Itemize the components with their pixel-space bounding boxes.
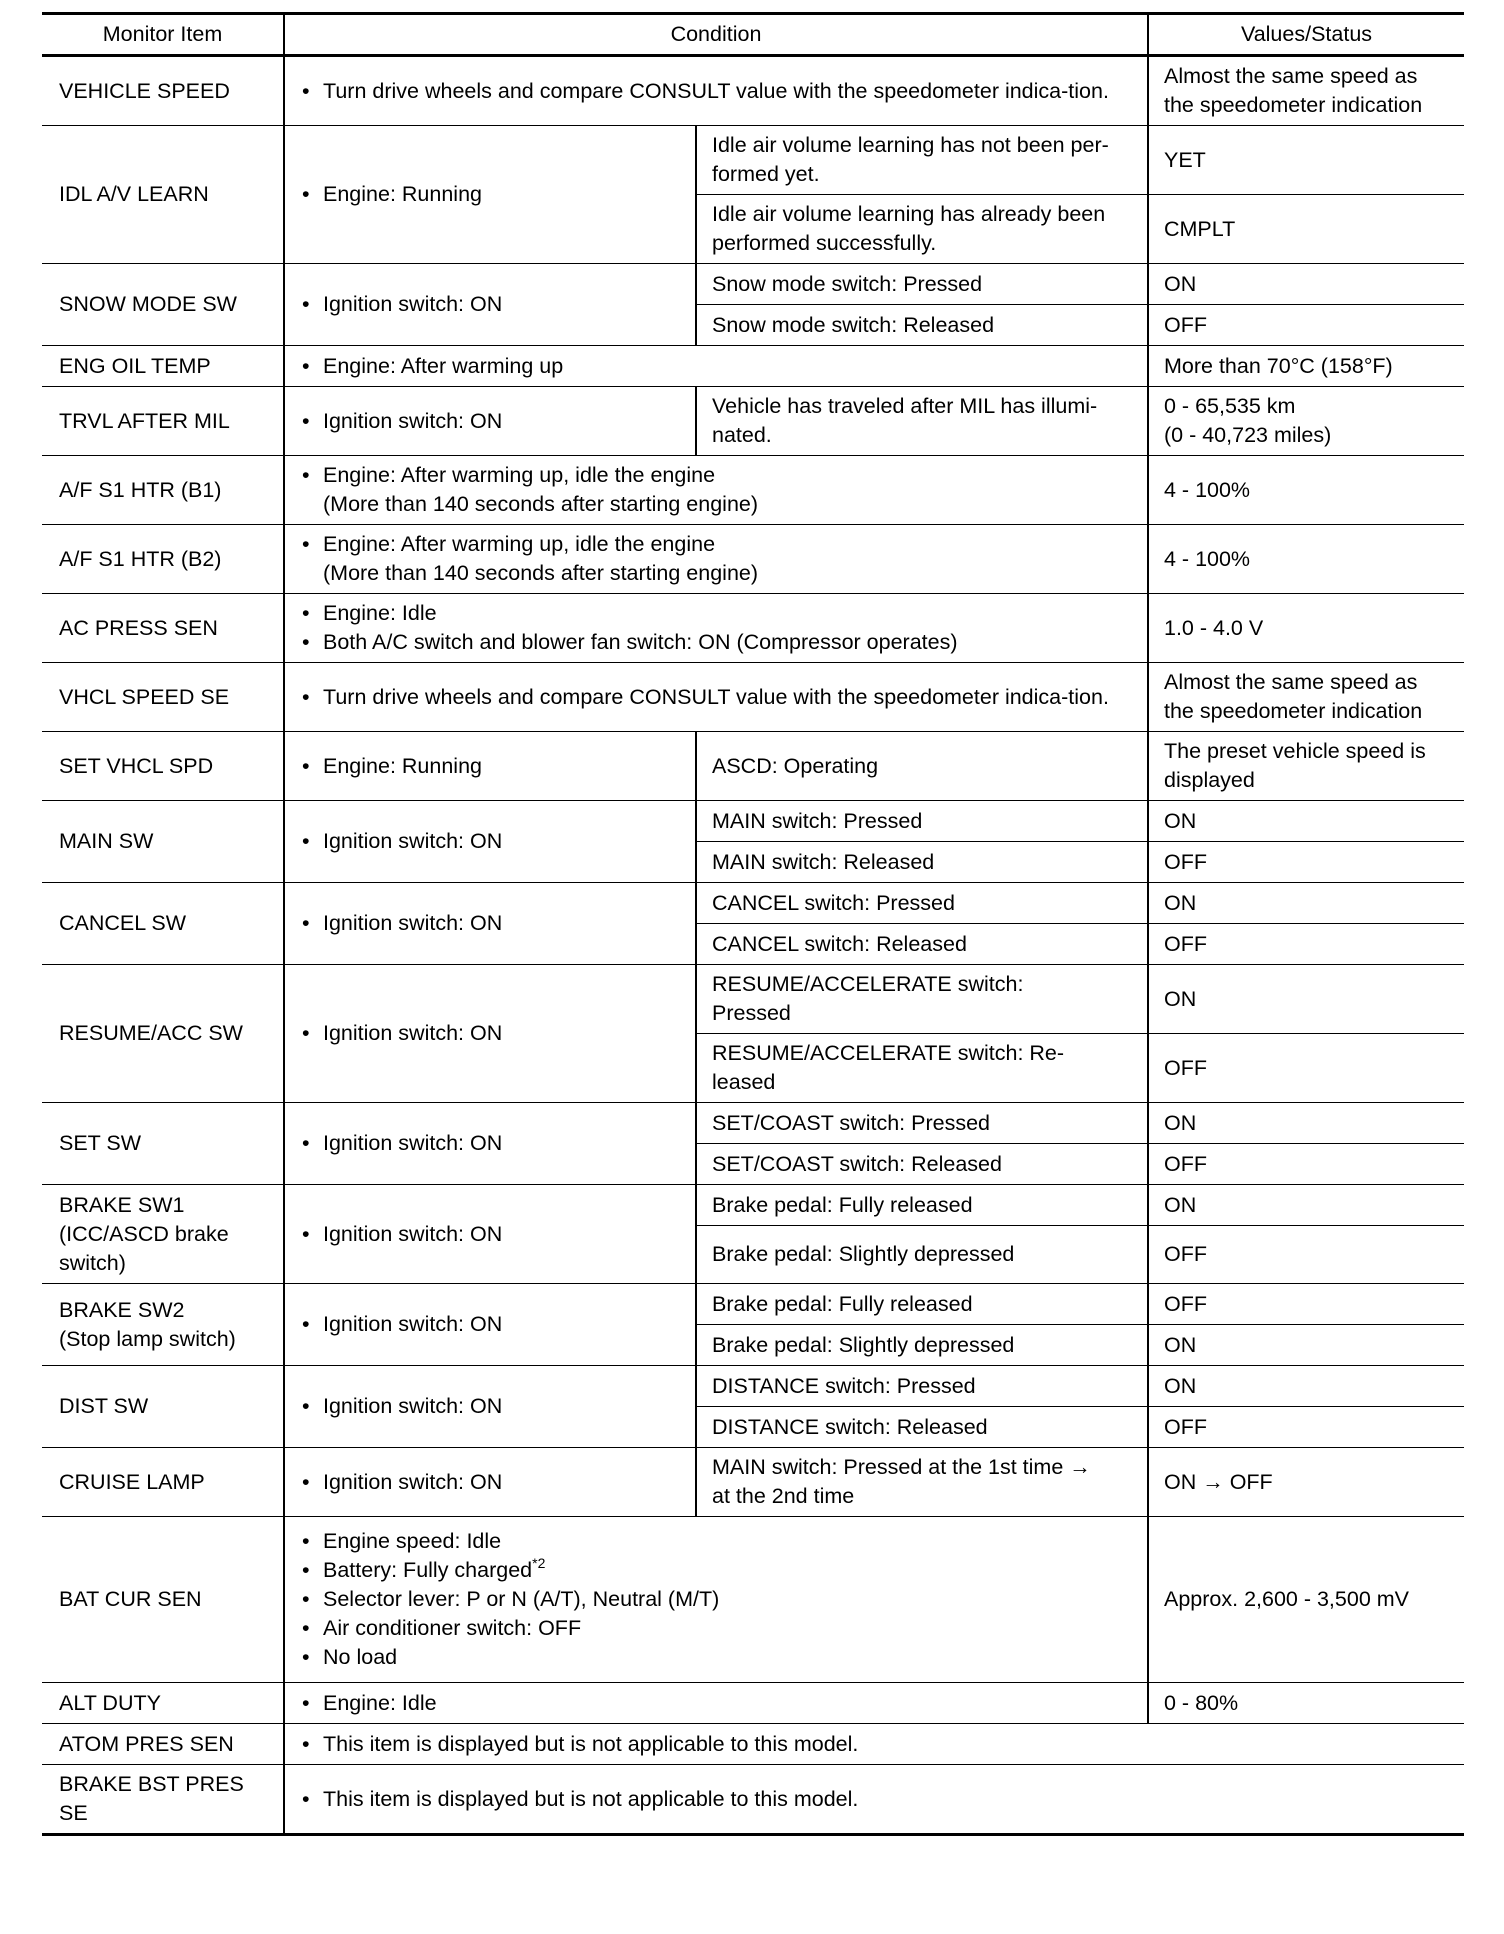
sub-condition: Brake pedal: Fully released: [696, 1185, 1148, 1226]
sub-condition: [696, 1448, 1148, 1517]
table-row: [42, 663, 1464, 732]
sub-condition: CANCEL switch: Pressed: [696, 883, 1148, 924]
condition-cell: [284, 663, 1148, 732]
table-row: [42, 456, 1464, 525]
value-line: the speedometer indication: [1164, 93, 1423, 117]
monitor-item: A/F S1 HTR (B2): [42, 525, 284, 594]
sub-condition-line: Vehicle has traveled after MIL has illumi-: [712, 394, 1098, 418]
condition-cell: [284, 594, 1148, 663]
monitor-item: TRVL AFTER MIL: [42, 387, 284, 456]
value-line: (0 - 40,723 miles): [1164, 423, 1332, 447]
sub-condition-line: RESUME/ACCELERATE switch:: [712, 972, 1024, 996]
sub-condition: SET/COAST switch: Pressed: [696, 1103, 1148, 1144]
condition-bullet: • Both A/C switch and blower fan switch: ON (Compressor operates): [300, 628, 1132, 657]
value-cell: OFF: [1148, 842, 1464, 883]
condition-bullet: • Selector lever: P or N (A/T), Neutral (M/T): [300, 1585, 1132, 1614]
condition-bullet: • Engine speed: Idle: [300, 1527, 1132, 1556]
value-cell: OFF: [1148, 1226, 1464, 1284]
table-row: [42, 1284, 1464, 1325]
monitor-item: MAIN SW: [42, 801, 284, 883]
value-cell: YET: [1148, 126, 1464, 195]
value-cell: OFF: [1148, 1034, 1464, 1103]
sub-condition-line: nated.: [712, 423, 772, 447]
value-cell: ON: [1148, 1103, 1464, 1144]
monitor-item: BAT CUR SEN: [42, 1517, 284, 1683]
monitor-item: [42, 1765, 284, 1835]
condition-cell: [284, 1185, 696, 1284]
table-row: [42, 883, 1464, 924]
value-cell: OFF: [1148, 1284, 1464, 1325]
table-row: [42, 1724, 1464, 1765]
table-row: [42, 732, 1464, 801]
monitor-item: CRUISE LAMP: [42, 1448, 284, 1517]
sub-condition: Brake pedal: Slightly depressed: [696, 1226, 1148, 1284]
value-cell: [1148, 56, 1464, 126]
value-cell: ON: [1148, 1366, 1464, 1407]
condition-cell: [284, 56, 1148, 126]
sub-condition: [696, 1034, 1148, 1103]
condition-bullet: • Engine: Idle: [300, 1689, 1132, 1718]
table-row: [42, 965, 1464, 1034]
value-cell: ON: [1148, 1325, 1464, 1366]
monitor-item-line: BRAKE BST PRES: [59, 1772, 244, 1796]
table-row: [42, 1185, 1464, 1226]
monitor-table-page: [42, 12, 1464, 1836]
condition-bullet: • This item is displayed but is not applicable to this model.: [300, 1785, 1449, 1814]
condition-text: Battery: Fully charged: [323, 1558, 533, 1582]
sub-condition: [696, 126, 1148, 195]
table-row: [42, 1448, 1464, 1517]
condition-line: (More than 140 seconds after starting engine): [323, 561, 759, 585]
table-row: [42, 264, 1464, 305]
value-line: Almost the same speed as: [1164, 670, 1418, 694]
condition-cell: [284, 264, 696, 346]
value-cell: ON: [1148, 801, 1464, 842]
value-cell: ON → OFF: [1148, 1448, 1464, 1517]
condition-line: • Engine: After warming up, idle the engine: [323, 463, 716, 487]
value-cell: OFF: [1148, 924, 1464, 965]
sub-condition: DISTANCE switch: Pressed: [696, 1366, 1148, 1407]
monitor-item: ENG OIL TEMP: [42, 346, 284, 387]
table-row: [42, 1683, 1464, 1724]
monitor-items-table: [42, 12, 1464, 1836]
monitor-item: IDL A/V LEARN: [42, 126, 284, 264]
sub-condition-line: Idle air volume learning has already been: [712, 202, 1106, 226]
condition-bullet: • Ignition switch: ON: [300, 1019, 680, 1048]
value-cell: 4 - 100%: [1148, 525, 1464, 594]
value-line: 0 - 65,535 km: [1164, 394, 1296, 418]
footnote-marker: *2: [532, 1555, 546, 1571]
monitor-item: ALT DUTY: [42, 1683, 284, 1724]
value-cell: ON: [1148, 264, 1464, 305]
value-cell: 0 - 80%: [1148, 1683, 1464, 1724]
monitor-item: [42, 1284, 284, 1366]
condition-bullet: [300, 530, 1132, 588]
condition-bullet: • Ignition switch: ON: [300, 1392, 680, 1421]
sub-condition-line: Idle air volume learning has not been per-: [712, 133, 1109, 157]
value-cell: CMPLT: [1148, 195, 1464, 264]
monitor-item: RESUME/ACC SW: [42, 965, 284, 1103]
condition-cell: [284, 732, 696, 801]
condition-cell: [284, 1724, 1464, 1765]
monitor-item-line: BRAKE SW1: [59, 1192, 185, 1217]
sub-condition: [696, 387, 1148, 456]
monitor-item: SET SW: [42, 1103, 284, 1185]
table-row: [42, 594, 1464, 663]
value-cell: More than 70°C (158°F): [1148, 346, 1464, 387]
header-monitor-item: Monitor Item: [42, 14, 284, 56]
condition-cell: [284, 1366, 696, 1448]
condition-bullet: • Ignition switch: ON: [300, 290, 680, 319]
condition-cell: [284, 1284, 696, 1366]
monitor-item: VHCL SPEED SE: [42, 663, 284, 732]
sub-condition: [696, 195, 1148, 264]
sub-condition-line: performed successfully.: [712, 231, 937, 255]
monitor-item: A/F S1 HTR (B1): [42, 456, 284, 525]
sub-condition: [696, 965, 1148, 1034]
condition-cell: [284, 1765, 1464, 1835]
sub-condition: SET/COAST switch: Released: [696, 1144, 1148, 1185]
value-cell: ON: [1148, 883, 1464, 924]
sub-condition: Brake pedal: Fully released: [696, 1284, 1148, 1325]
condition-cell: [284, 126, 696, 264]
condition-cell: [284, 525, 1148, 594]
value-line: The preset vehicle speed is: [1164, 739, 1426, 763]
condition-cell: [284, 1517, 1148, 1683]
sub-condition: Snow mode switch: Released: [696, 305, 1148, 346]
sub-condition: Snow mode switch: Pressed: [696, 264, 1148, 305]
condition-line: (More than 140 seconds after starting engine): [323, 492, 759, 516]
monitor-item: ATOM PRES SEN: [42, 1724, 284, 1765]
value-cell: ON: [1148, 965, 1464, 1034]
monitor-item-line: SE: [59, 1801, 88, 1825]
sub-condition: MAIN switch: Released: [696, 842, 1148, 883]
condition-bullet: • Ignition switch: ON: [300, 1220, 680, 1249]
condition-line: • Engine: After warming up, idle the engine: [323, 532, 716, 556]
sub-condition-line: leased: [712, 1070, 776, 1094]
condition-cell: [284, 883, 696, 965]
condition-cell: [284, 346, 1148, 387]
condition-bullet: • Ignition switch: ON: [300, 407, 680, 436]
condition-bullet: [300, 461, 1132, 519]
table-row: [42, 1103, 1464, 1144]
table-row: [42, 1366, 1464, 1407]
monitor-item-line: (Stop lamp switch): [59, 1326, 236, 1351]
condition-bullet: • Engine: Running: [300, 180, 680, 209]
table-row: [42, 346, 1464, 387]
condition-bullet: • Ignition switch: ON: [300, 1310, 680, 1339]
monitor-item-line: BRAKE SW2: [59, 1297, 185, 1322]
sub-condition: Brake pedal: Slightly depressed: [696, 1325, 1148, 1366]
sub-condition-line: RESUME/ACCELERATE switch: Re-: [712, 1041, 1065, 1065]
value-cell: OFF: [1148, 305, 1464, 346]
condition-cell: [284, 801, 696, 883]
value-cell: 4 - 100%: [1148, 456, 1464, 525]
monitor-item-line: switch): [59, 1250, 126, 1275]
table-row: [42, 525, 1464, 594]
value-cell: ON: [1148, 1185, 1464, 1226]
condition-bullet: • Turn drive wheels and compare CONSULT value with the speedometer indica-tion.: [300, 77, 1132, 106]
value-cell: [1148, 732, 1464, 801]
monitor-item: VEHICLE SPEED: [42, 56, 284, 126]
sub-condition: CANCEL switch: Released: [696, 924, 1148, 965]
condition-bullet: • This item is displayed but is not applicable to this model.: [300, 1730, 1449, 1759]
condition-cell: [284, 1103, 696, 1185]
condition-cell: [284, 387, 696, 456]
condition-bullet: • Ignition switch: ON: [300, 827, 680, 856]
header-values-status: Values/Status: [1148, 14, 1464, 56]
table-row: [42, 387, 1464, 456]
condition-bullet: • Turn drive wheels and compare CONSULT value with the speedometer indica-tion.: [300, 683, 1132, 712]
value-cell: Approx. 2,600 - 3,500 mV: [1148, 1517, 1464, 1683]
value-cell: [1148, 387, 1464, 456]
condition-cell: [284, 456, 1148, 525]
condition-cell: [284, 965, 696, 1103]
value-line: Almost the same speed as: [1164, 64, 1418, 88]
table-row: [42, 126, 1464, 195]
condition-bullet: • No load: [300, 1643, 1132, 1672]
condition-bullet: [300, 1556, 1132, 1585]
table-row: [42, 1517, 1464, 1683]
sub-condition: MAIN switch: Pressed: [696, 801, 1148, 842]
table-header-row: [42, 14, 1464, 56]
sub-condition-line: MAIN switch: Pressed at the 1st time →: [712, 1455, 1091, 1479]
monitor-item-line: (ICC/ASCD brake: [59, 1221, 229, 1246]
monitor-item: AC PRESS SEN: [42, 594, 284, 663]
monitor-item: DIST SW: [42, 1366, 284, 1448]
value-cell: [1148, 663, 1464, 732]
condition-bullet: • Air conditioner switch: OFF: [300, 1614, 1132, 1643]
condition-cell: [284, 1448, 696, 1517]
condition-cell: [284, 1683, 1148, 1724]
value-cell: 1.0 - 4.0 V: [1148, 594, 1464, 663]
monitor-item: CANCEL SW: [42, 883, 284, 965]
value-line: displayed: [1164, 768, 1255, 792]
monitor-item: [42, 1185, 284, 1284]
table-row: [42, 801, 1464, 842]
monitor-item: SET VHCL SPD: [42, 732, 284, 801]
monitor-item: SNOW MODE SW: [42, 264, 284, 346]
value-cell: OFF: [1148, 1144, 1464, 1185]
table-row: [42, 1765, 1464, 1835]
condition-bullet: • Engine: Running: [300, 752, 680, 781]
condition-bullet: • Ignition switch: ON: [300, 1468, 680, 1497]
sub-condition-line: at the 2nd time: [712, 1484, 855, 1508]
sub-condition: DISTANCE switch: Released: [696, 1407, 1148, 1448]
condition-bullet: • Ignition switch: ON: [300, 1129, 680, 1158]
header-condition: Condition: [284, 14, 1148, 56]
sub-condition-line: formed yet.: [712, 162, 820, 186]
condition-bullet: • Engine: After warming up: [300, 352, 1132, 381]
table-row: [42, 56, 1464, 126]
condition-bullet: • Engine: Idle: [300, 599, 1132, 628]
value-cell: OFF: [1148, 1407, 1464, 1448]
value-line: the speedometer indication: [1164, 699, 1423, 723]
sub-condition-line: Pressed: [712, 1001, 791, 1025]
condition-bullet: • Ignition switch: ON: [300, 909, 680, 938]
sub-condition: ASCD: Operating: [696, 732, 1148, 801]
